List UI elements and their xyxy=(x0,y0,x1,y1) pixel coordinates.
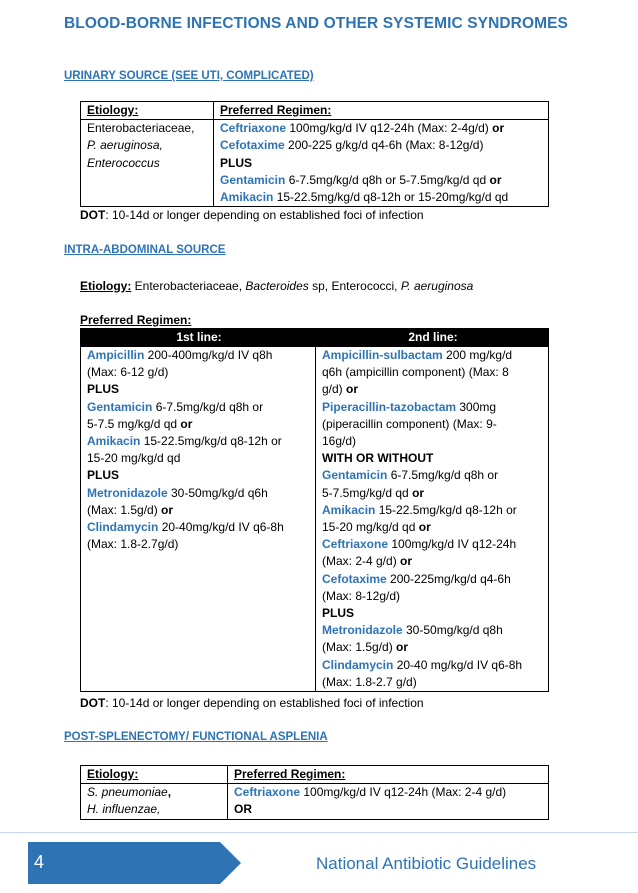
intra-abdominal-table xyxy=(80,328,549,692)
table-row xyxy=(81,347,549,692)
first-line-cell: Ampicillin 200-400mg/kg/d IV q8h (Max: 6-12 g/d) PLUS Gentamicin 6-7.5mg/kg/d q8h or 5-7.5 mg/kg/d qd or Amikacin 15-22.5mg/kg/d q8-12h or 15-20 mg/kg/d qd PLUS Metronidazole 30-50mg/kg/d q6h (Max: 1.5g/d) or Clindamycin 20-40mg/kg/d IV q6-8h (Max: 1.8-2.7g/d) xyxy=(81,347,316,692)
col-etiology-header: Etiology: xyxy=(81,766,228,784)
col-regimen-header: Preferred Regimen: xyxy=(214,102,549,120)
urinary-heading: URINARY SOURCE (SEE UTI, COMPLICATED) xyxy=(64,70,314,82)
footer-title: National Antibiotic Guidelines xyxy=(316,854,537,873)
col-etiology-header: Etiology: xyxy=(81,102,214,120)
col-regimen-header: Preferred Regimen: xyxy=(228,766,549,784)
second-line-cell: Ampicillin-sulbactam 200 mg/kg/d q6h (ampicillin component) (Max: 8 g/d) or Piperacillin-tazobactam 300mg (piperacillin component) (Max: 9- 16g/d) WITH OR WITHOUT Gentamicin 6-7.5mg/kg/d q8h or 5-7.5mg/kg/d qd or Amikacin 15-22.5mg/kg/d q8-12h or 15-20 mg/kg/d qd or Ceftriaxone 100mg/kg/d IV q12-24h (Max: 2-4 g/d) or Cefotaxime 200-225mg/kg/d q4-6h (Max: 8-12g/d) PLUS Metronidazole 30-50mg/kg/d q8h (Max: 1.5g/d) or Clindamycin 20-40 mg/kg/d IV q6-8h (Max: 1.8-2.7 g/d) xyxy=(316,347,549,692)
urinary-etiology-cell: Enterobacteriaceae, P. aeruginosa, Enterococcus xyxy=(81,120,214,207)
page-number: 4 xyxy=(34,852,45,872)
intra-dot-note: DOT: 10-14d or longer depending on established foci of infection xyxy=(80,696,424,710)
table-row xyxy=(81,102,549,120)
table-row xyxy=(81,784,549,819)
urinary-regimen-cell: Ceftriaxone 100mg/kg/d IV q12-24h (Max: 2-4g/d) or Cefotaxime 200-225 g/kg/d q4-6h (Max: 8-12g/d) PLUS Gentamicin 6-7.5mg/kg/d q8h or 5-7.5mg/kg/d qd or Amikacin 15-22.5mg/kg/d q8-12h or 15-20mg/kg/d qd xyxy=(214,120,549,207)
table-row xyxy=(81,120,549,207)
splenectomy-etiology-cell: S. pneumoniae, H. influenzae, xyxy=(81,784,228,819)
table-row xyxy=(81,766,549,784)
first-line-header: 1st line: xyxy=(81,329,316,347)
urinary-table xyxy=(80,101,549,207)
page-title: BLOOD-BORNE INFECTIONS AND OTHER SYSTEMIC SYNDROMES xyxy=(64,15,568,32)
intra-abdominal-heading: INTRA-ABDOMINAL SOURCE xyxy=(64,244,226,256)
splenectomy-regimen-cell: Ceftriaxone 100mg/kg/d IV q12-24h (Max: 2-4 g/d) OR xyxy=(228,784,549,819)
intra-preferred-label: Preferred Regimen: xyxy=(80,313,192,327)
table-row xyxy=(81,329,549,347)
second-line-header: 2nd line: xyxy=(316,329,549,347)
urinary-dot-note: DOT: 10-14d or longer depending on established foci of infection xyxy=(80,208,424,222)
page-number-arrow-icon xyxy=(28,842,242,884)
splenectomy-table xyxy=(80,765,549,820)
footer-divider xyxy=(0,832,638,833)
splenectomy-heading: POST-SPLENECTOMY/ FUNCTIONAL ASPLENIA xyxy=(64,731,328,743)
intra-etiology-line: Etiology: Enterobacteriaceae, Bacteroides sp, Enterococci, P. aeruginosa xyxy=(80,279,474,293)
